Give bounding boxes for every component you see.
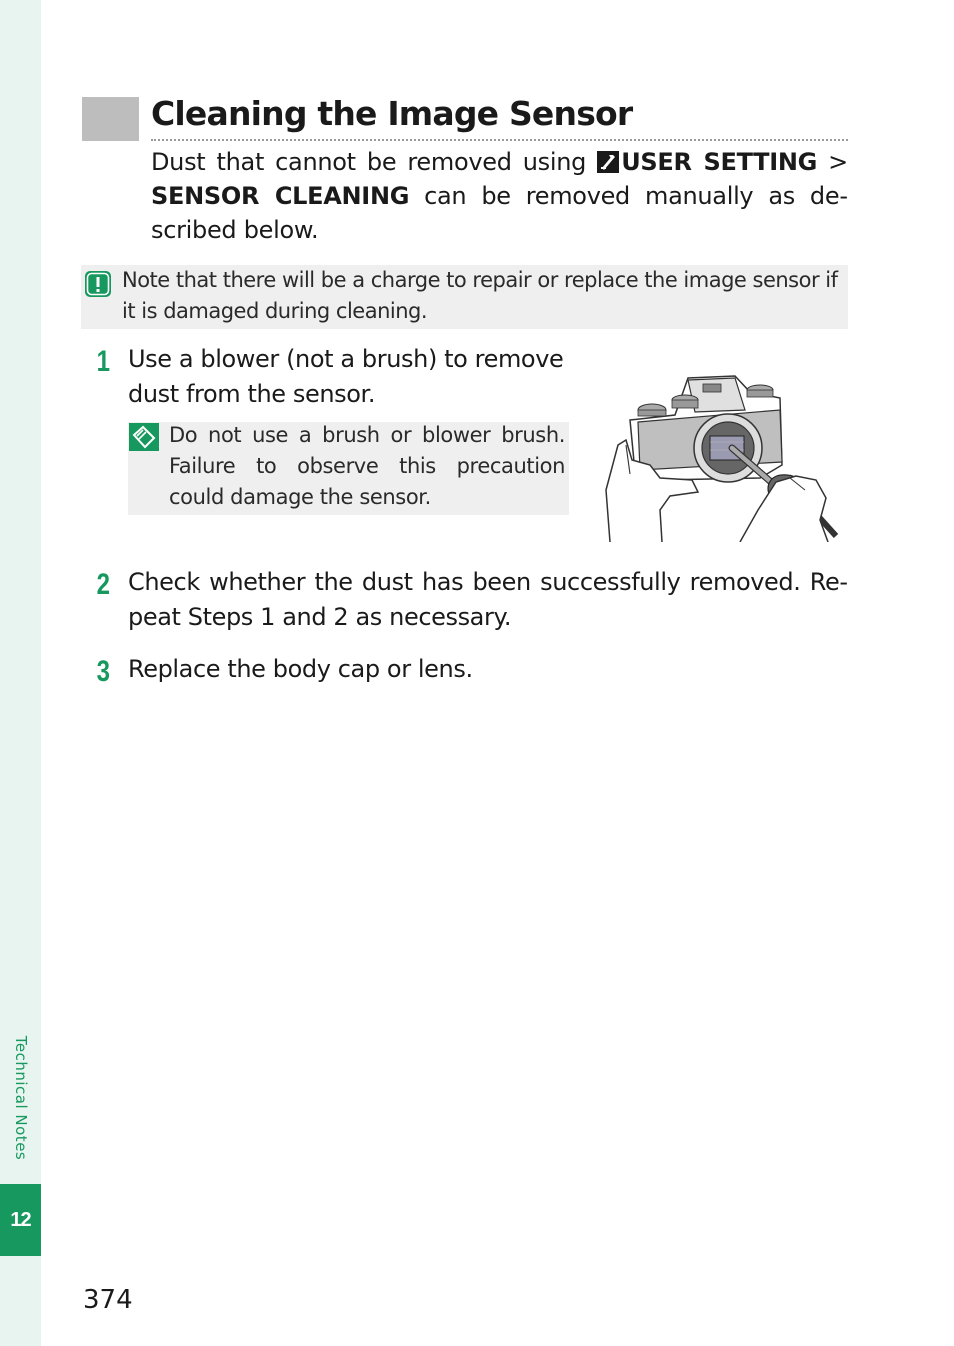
section-label: Technical Notes [12,1035,30,1161]
note-icon [129,423,159,451]
intro-before: Dust that cannot be removed using [151,148,598,176]
intro-paragraph [151,145,848,247]
step-2-number: 2 [96,568,111,601]
page-title: Cleaning the Image Sensor [151,94,633,133]
caution-text: Note that there will be a charge to repair or replace the image sensor if it is damaged during cleaning. [122,268,838,323]
step-2-text: Check whether the dust has been successfully removed. Repeat Steps 1 and 2 as necessary. [128,568,848,631]
title-divider [151,139,848,141]
caution-icon [84,270,112,298]
intro-after: can be removed manually as described below. [151,182,848,244]
menu-separator: > [817,148,848,176]
step-1-text: Use a blower (not a brush) to remove dust from the sensor. [128,345,564,408]
menu-user-setting: USER SETTING [621,148,818,176]
note-text: Do not use a brush or blower brush. Failure to observe this precaution could damage the sensor. [169,423,565,509]
menu-sensor-cleaning: SENSOR CLEANING [151,182,410,210]
step-1-number: 1 [96,345,111,378]
title-marker [82,97,139,141]
user-setting-menu-icon [597,151,619,173]
page-number: 374 [83,1285,133,1315]
step-3-text: Replace the body cap or lens. [128,655,473,683]
chapter-tab[interactable]: 12 [0,1184,41,1256]
camera-cleaning-illustration [600,370,842,542]
step-3-number: 3 [96,655,111,688]
